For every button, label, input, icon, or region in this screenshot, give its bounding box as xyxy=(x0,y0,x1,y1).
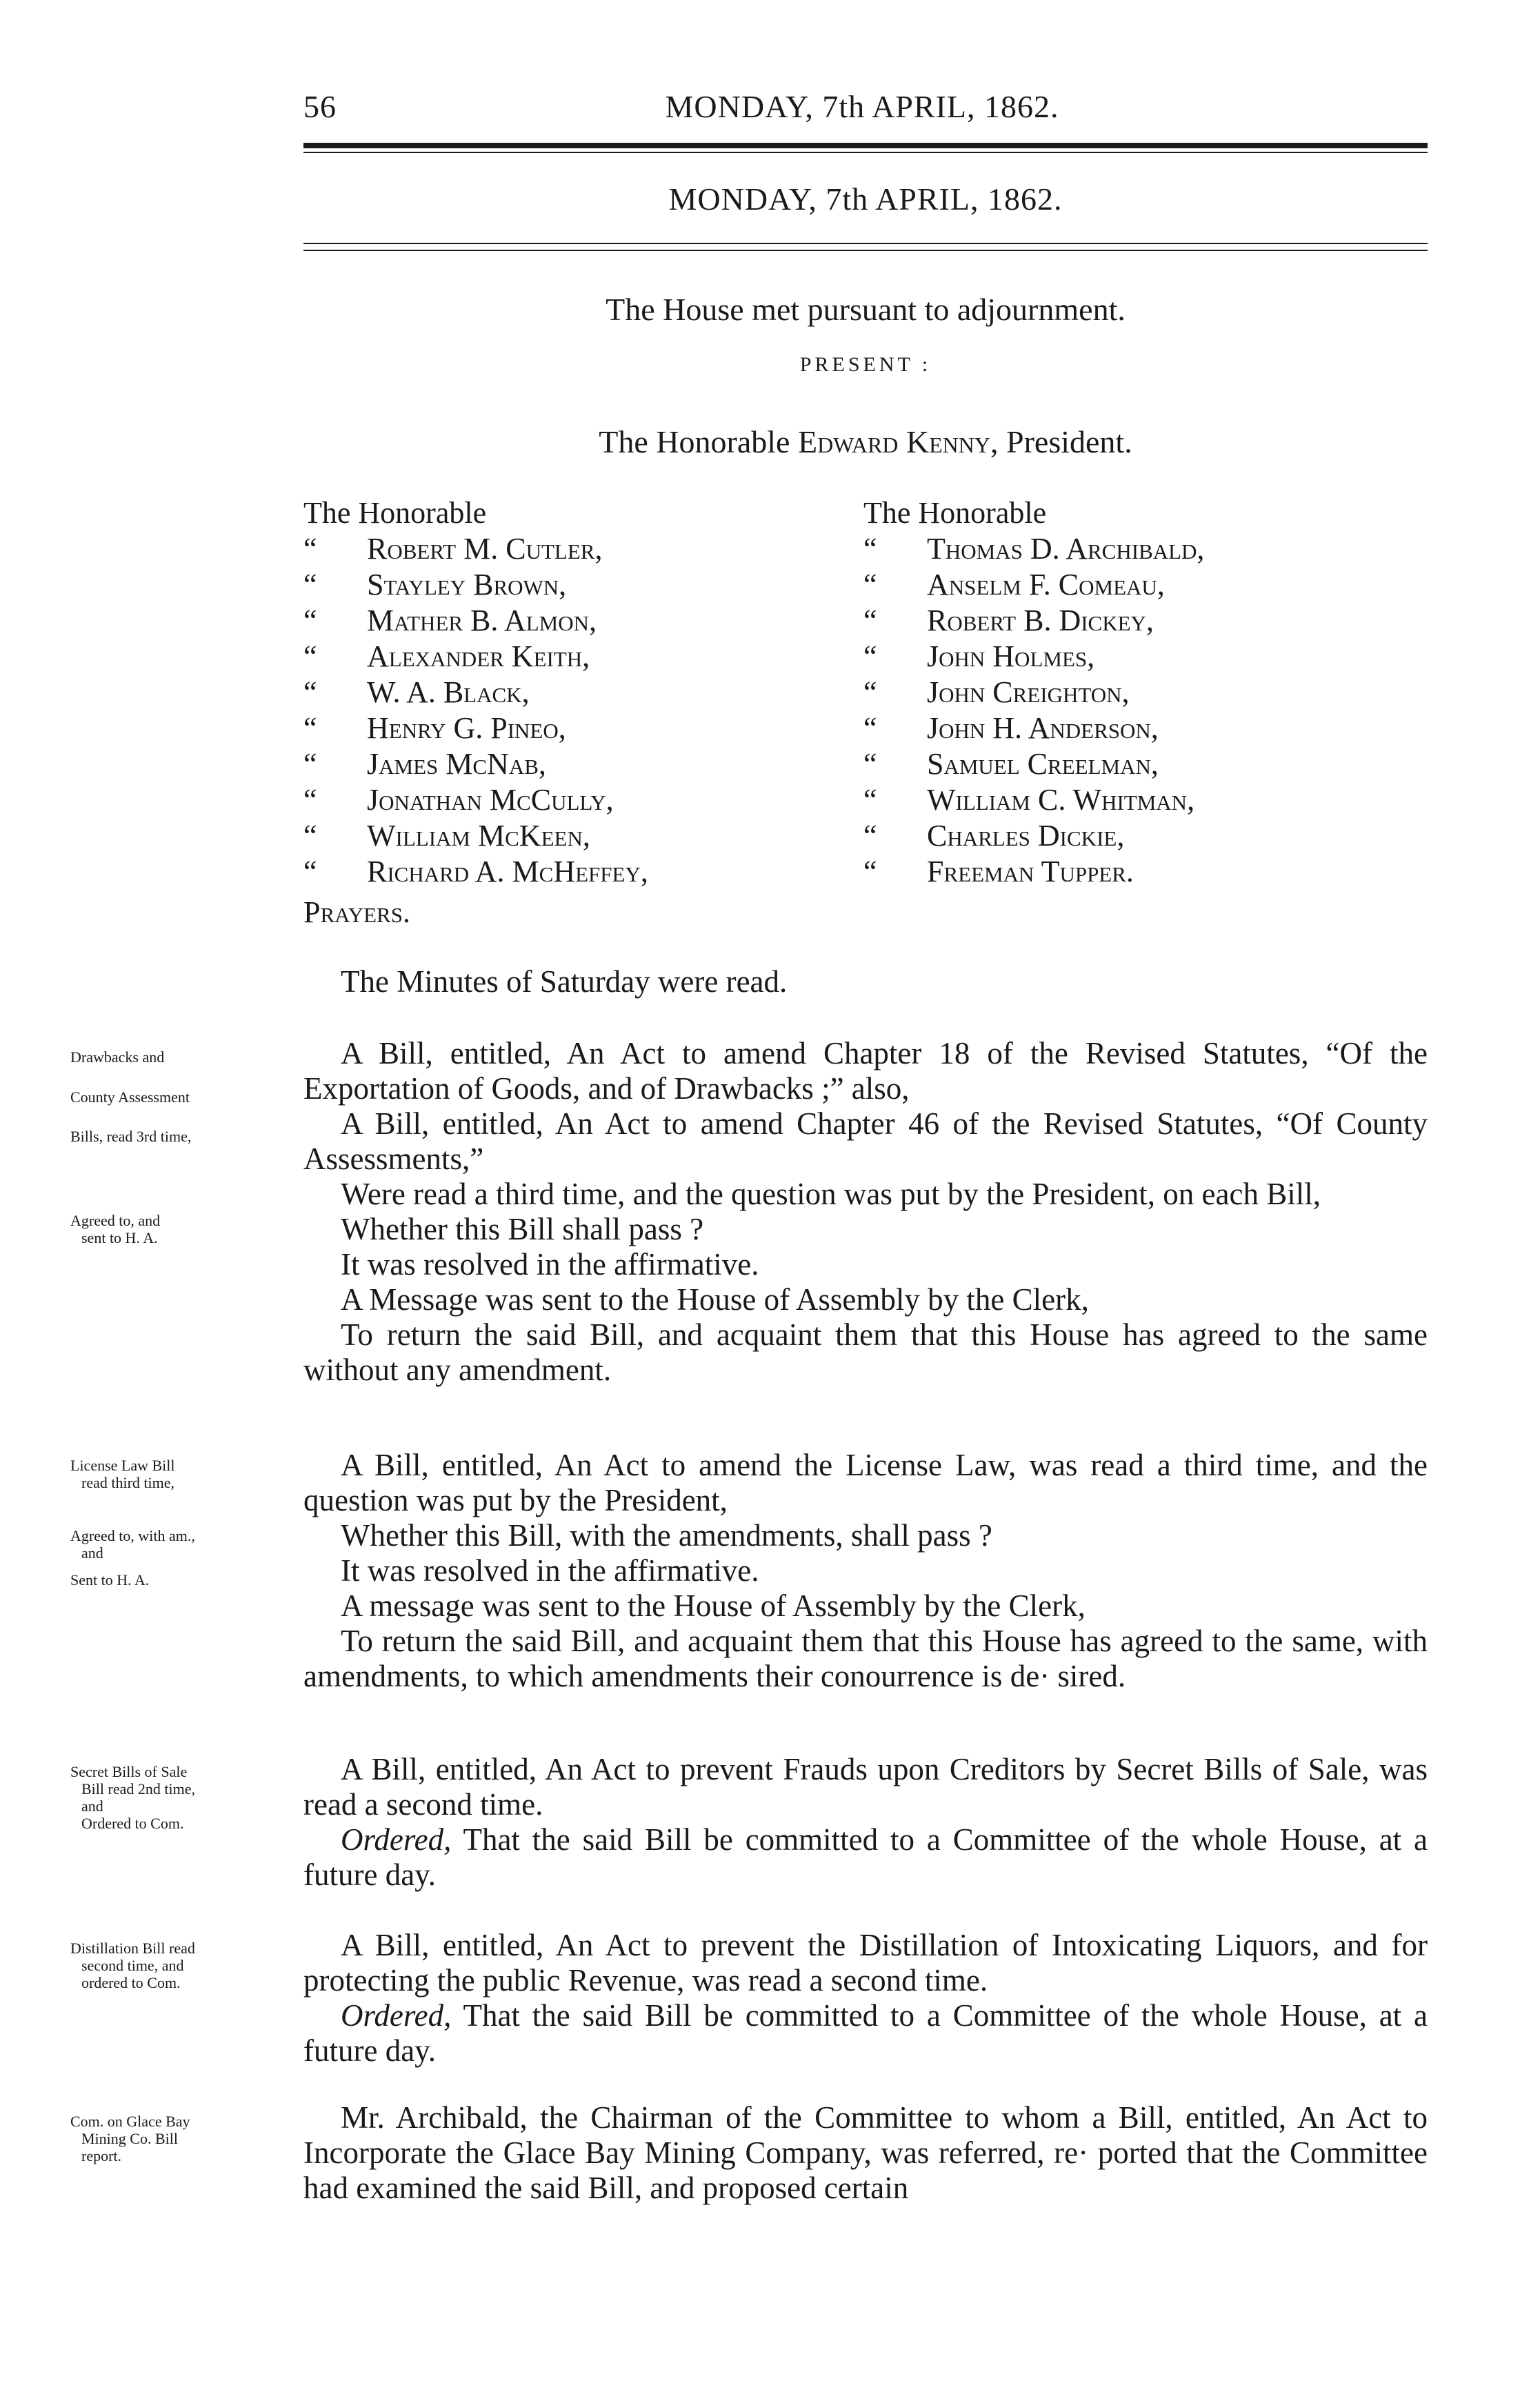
paragraph: A Bill, entitled, An Act to amend Chapter 18 of the Revised Statutes, “Of the Exportation of Goods, and of Drawbacks ;” also, xyxy=(303,1036,1428,1106)
members-right-column xyxy=(863,495,1204,890)
margin-note-line: report. xyxy=(81,2147,122,2164)
margin-note-line: sent to H. A. xyxy=(81,1229,158,1246)
left-member-name: William McKeen, xyxy=(367,819,590,853)
left-member-row xyxy=(303,854,648,890)
minutes-line: The Minutes of Saturday were read. xyxy=(341,964,788,999)
margin-note-line: Bill read 2nd time, xyxy=(81,1780,195,1797)
section-secret-bills xyxy=(303,1752,1428,1893)
left-member-name: James McNab, xyxy=(367,747,546,781)
left-member-row xyxy=(303,639,648,675)
margin-note-line: Com. on Glace Bay xyxy=(70,2113,190,2130)
paragraph: Whether this Bill shall pass ? xyxy=(341,1212,704,1246)
paragraph: Ordered, That the said Bill be committed to a Committee of the whole House, at a future day. xyxy=(303,1998,1428,2068)
left-member-row xyxy=(303,531,648,567)
ditto-mark: “ xyxy=(303,711,317,745)
paragraph: To return the said Bill, and acquaint them that this House has agreed to the same without any amendment. xyxy=(303,1317,1428,1387)
right-member-row xyxy=(863,746,1204,782)
margin-note-line: Ordered to Com. xyxy=(81,1815,184,1832)
left-member-row xyxy=(303,782,648,818)
ditto-mark: “ xyxy=(303,783,317,817)
ditto-mark: “ xyxy=(863,675,877,709)
ditto-mark: “ xyxy=(303,747,317,781)
left-member-row xyxy=(303,818,648,854)
margin-note-line: Agreed to, and xyxy=(70,1212,161,1229)
ditto-mark: “ xyxy=(863,711,877,745)
margin-note-line: Mining Co. Bill xyxy=(81,2130,178,2147)
left-member-name: Henry G. Pineo, xyxy=(367,711,566,745)
margin-note-line: Distillation Bill read xyxy=(70,1940,195,1957)
margin-note-line: Bills, read 3rd time, xyxy=(70,1128,192,1145)
margin-note-line: Drawbacks and xyxy=(70,1048,165,1066)
margin-note xyxy=(70,1940,277,1991)
right-member-name: John Holmes, xyxy=(927,639,1095,673)
ditto-mark: “ xyxy=(863,604,877,637)
ditto-mark: “ xyxy=(303,819,317,853)
ordered-word: Ordered, xyxy=(341,1822,452,1857)
left-member-row xyxy=(303,675,648,710)
margin-note-line: Sent to H. A. xyxy=(70,1571,150,1588)
section-glace-bay xyxy=(303,2100,1428,2206)
present-label: PRESENT : xyxy=(799,353,932,376)
right-member-row xyxy=(863,567,1204,603)
margin-note-line: County Assessment xyxy=(70,1088,190,1106)
right-member-row xyxy=(863,675,1204,710)
left-member-name: Jonathan McCully, xyxy=(367,783,614,817)
margin-note xyxy=(70,1088,277,1106)
paragraph: It was resolved in the affirmative. xyxy=(341,1247,759,1282)
header-rule-thick xyxy=(303,143,1428,148)
margin-note-line: Agreed to, with am., xyxy=(70,1527,195,1544)
ditto-mark: “ xyxy=(303,568,317,601)
left-member-row xyxy=(303,746,648,782)
paragraph: A Bill, entitled, An Act to amend the License Law, was read a third time, and the question was put by the President, xyxy=(303,1448,1428,1517)
margin-note xyxy=(70,1571,277,1588)
paragraph: A message was sent to the House of Assembly by the Clerk, xyxy=(341,1588,1086,1623)
ordered-word: Ordered, xyxy=(341,1998,452,2033)
margin-note-line: License Law Bill xyxy=(70,1457,175,1474)
ditto-mark: “ xyxy=(303,639,317,673)
margin-note-line: Secret Bills of Sale xyxy=(70,1763,188,1780)
paragraph: Mr. Archibald, the Chairman of the Committee to whom a Bill, entitled, An Act to Incorporate the Glace Bay Mining Company, was referred, re· ported that the Committee had examined the said Bill, and proposed certain xyxy=(303,2100,1428,2205)
margin-note xyxy=(70,1212,277,1246)
margin-note xyxy=(70,1128,277,1145)
paragraph: Were read a third time, and the question was put by the President, on each Bill, xyxy=(341,1177,1321,1211)
right-member-name: William C. Whitman, xyxy=(927,783,1195,817)
members-left-column xyxy=(303,495,648,890)
paragraph: A Message was sent to the House of Assembly by the Clerk, xyxy=(341,1282,1089,1317)
left-member-name: Richard A. McHeffey, xyxy=(367,855,648,888)
right-member-name: Thomas D. Archibald, xyxy=(927,532,1205,566)
right-member-row xyxy=(863,818,1204,854)
right-member-row xyxy=(863,854,1204,890)
ditto-mark: “ xyxy=(863,532,877,566)
right-member-name: Anselm F. Comeau, xyxy=(927,568,1165,601)
margin-note xyxy=(70,1457,277,1491)
margin-note-line: read third time, xyxy=(81,1474,175,1491)
right-member-name: Freeman Tupper. xyxy=(927,855,1134,888)
margin-note xyxy=(70,1763,277,1832)
margin-note xyxy=(70,2113,277,2164)
left-member-name: Stayley Brown, xyxy=(367,568,567,601)
margin-note-line: and xyxy=(81,1797,103,1815)
left-member-row xyxy=(303,567,648,603)
right-member-name: John H. Anderson, xyxy=(927,711,1159,745)
left-member-row xyxy=(303,603,648,639)
ditto-mark: “ xyxy=(863,568,877,601)
ditto-mark: “ xyxy=(303,675,317,709)
ditto-mark: “ xyxy=(303,855,317,888)
right-member-name: Samuel Creelman, xyxy=(927,747,1159,781)
page-title: MONDAY, 7th APRIL, 1862. xyxy=(668,181,1063,217)
ditto-mark: “ xyxy=(863,747,877,781)
left-member-name: Alexander Keith, xyxy=(367,639,590,673)
right-member-row xyxy=(863,710,1204,746)
president-line: The Honorable Edward Kenny, President. xyxy=(599,424,1132,459)
right-member-name: Robert B. Dickey, xyxy=(927,604,1154,637)
left-member-name: W. A. Black, xyxy=(367,675,530,709)
title-rule-bottom xyxy=(303,250,1428,251)
header-rule-thin xyxy=(303,152,1428,153)
page-number: 56 xyxy=(303,89,337,124)
section-drawbacks xyxy=(303,1036,1428,1388)
right-member-name: Charles Dickie, xyxy=(927,819,1125,853)
left-member-row xyxy=(303,710,648,746)
ditto-mark: “ xyxy=(863,783,877,817)
ditto-mark: “ xyxy=(863,855,877,888)
prayers-heading: Prayers. xyxy=(303,895,410,929)
margin-note xyxy=(70,1527,277,1562)
paragraph: It was resolved in the affirmative. xyxy=(341,1553,759,1588)
members-right-header: The Honorable xyxy=(863,496,1047,530)
left-member-name: Mather B. Almon, xyxy=(367,604,597,637)
members-left-header: The Honorable xyxy=(303,496,487,530)
margin-note xyxy=(70,1048,277,1066)
paragraph: A Bill, entitled, An Act to prevent Frauds upon Creditors by Secret Bills of Sale, was read a second time. xyxy=(303,1752,1428,1822)
running-header-date: MONDAY, 7th APRIL, 1862. xyxy=(665,89,1059,124)
paragraph: Whether this Bill, with the amendments, shall pass ? xyxy=(341,1518,992,1553)
paragraph: To return the said Bill, and acquaint them that this House has agreed to the same, with amendments, to which amendments their conourrence is de· sired. xyxy=(303,1624,1428,1693)
section-license-law xyxy=(303,1448,1428,1694)
paragraph: Ordered, That the said Bill be committed to a Committee of the whole House, at a future day. xyxy=(303,1822,1428,1892)
ditto-mark: “ xyxy=(863,819,877,853)
opening-line: The House met pursuant to adjournment. xyxy=(606,292,1126,327)
title-rule-top xyxy=(303,243,1428,244)
ditto-mark: “ xyxy=(863,639,877,673)
paragraph: A Bill, entitled, An Act to amend Chapter 46 of the Revised Statutes, “Of County Assessments,” xyxy=(303,1106,1428,1176)
margin-note-line: and xyxy=(81,1544,103,1562)
paragraph: A Bill, entitled, An Act to prevent the Distillation of Intoxicating Liquors, and for protecting the public Revenue, was read a second time. xyxy=(303,1928,1428,1998)
section-distillation xyxy=(303,1928,1428,2069)
right-member-name: John Creighton, xyxy=(927,675,1130,709)
right-member-row xyxy=(863,639,1204,675)
ditto-mark: “ xyxy=(303,604,317,637)
ditto-mark: “ xyxy=(303,532,317,566)
president-name: Edward Kenny xyxy=(797,424,990,459)
running-header xyxy=(297,88,1428,130)
left-member-name: Robert M. Cutler, xyxy=(367,532,603,566)
right-member-row xyxy=(863,531,1204,567)
margin-note-line: ordered to Com. xyxy=(81,1974,181,1991)
right-member-row xyxy=(863,603,1204,639)
right-member-row xyxy=(863,782,1204,818)
margin-note-line: second time, and xyxy=(81,1957,184,1974)
margin-notes xyxy=(70,0,277,2381)
